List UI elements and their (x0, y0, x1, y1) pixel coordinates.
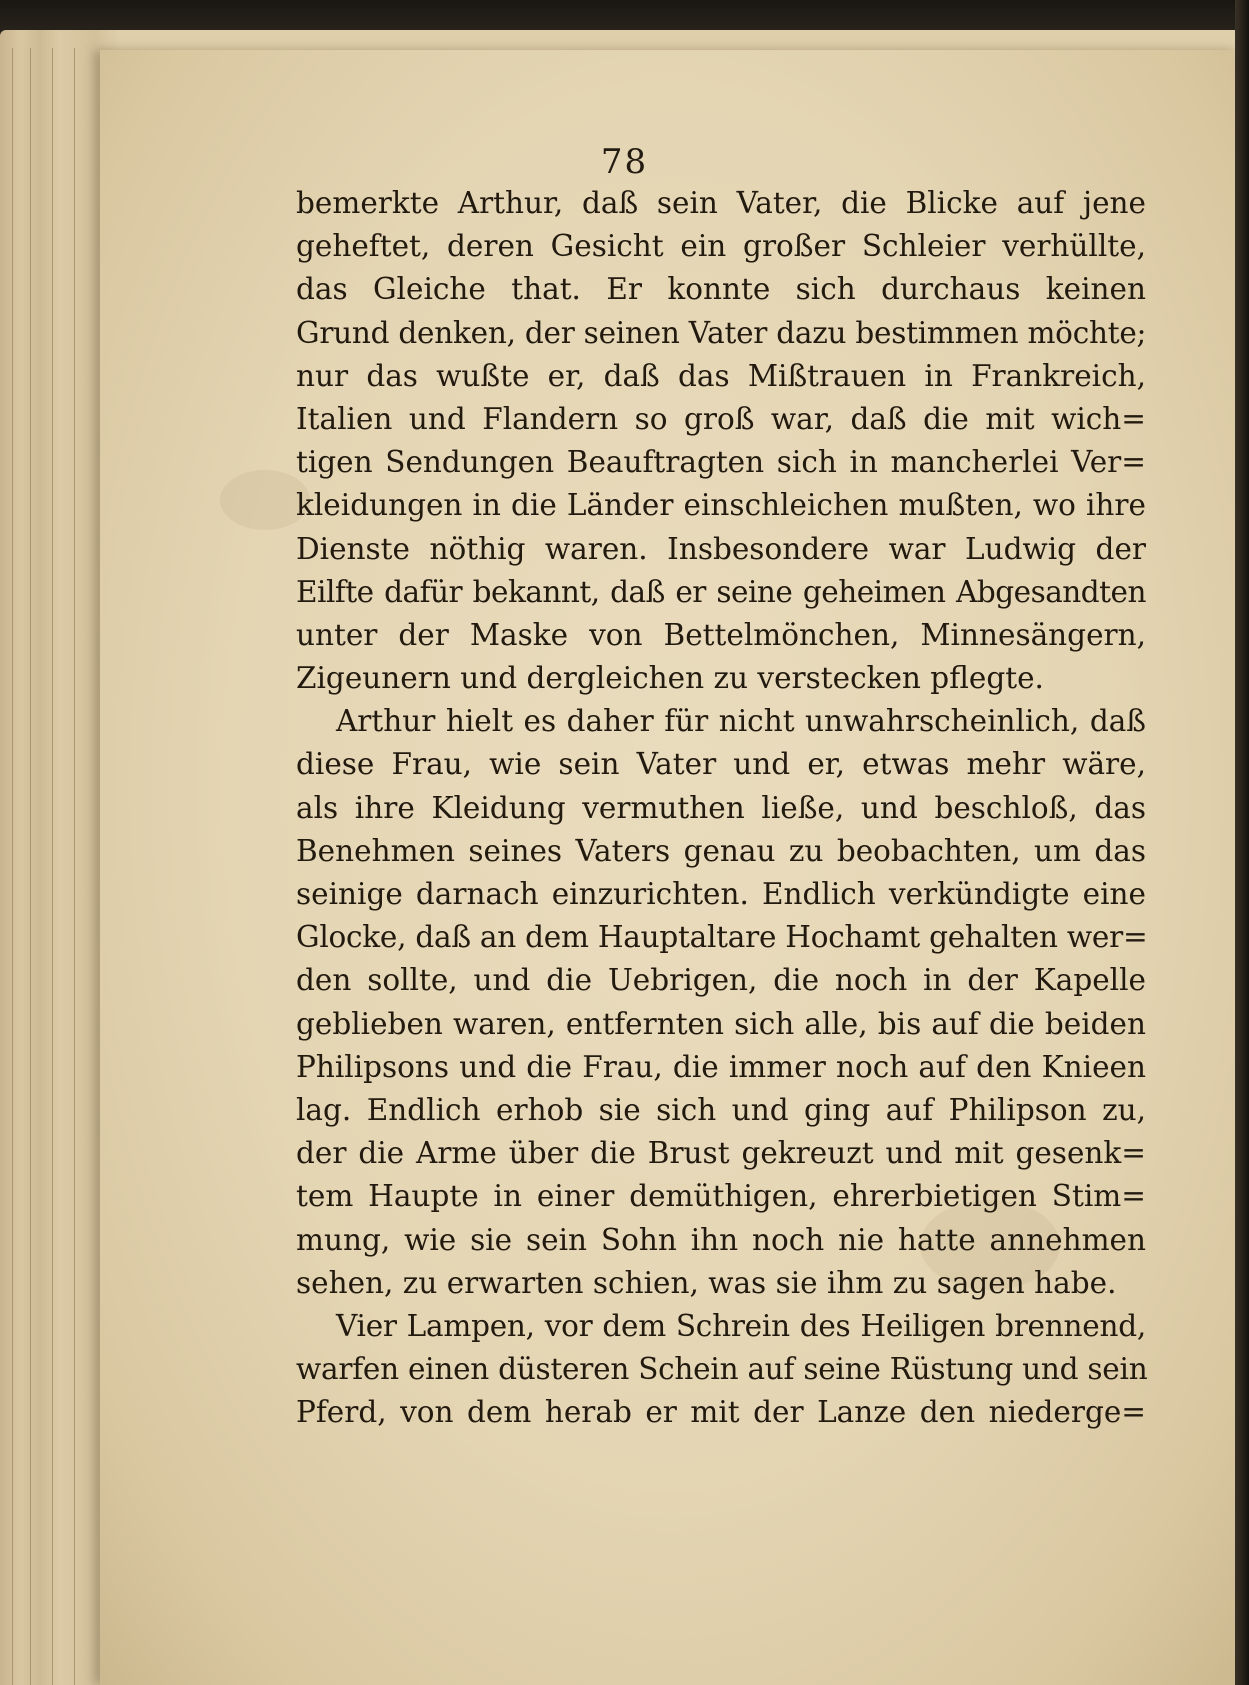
text-line: der die Arme über die Brust gekreuzt und mit gesenk= (296, 1136, 1146, 1171)
text-line: lag. Endlich erhob sie sich und ging auf Philipson zu, (296, 1092, 1146, 1127)
text-line: Pferd, von dem herab er mit der Lanze den niederge= (296, 1395, 1146, 1430)
text-line: Arthur hielt es daher für nicht unwahrscheinlich, daß (336, 704, 1146, 739)
book-spine-shadow (1235, 0, 1249, 1685)
leaf-edge-line (74, 48, 75, 1685)
text-line: sehen, zu erwarten schien, was sie ihm zu sagen habe. (296, 1265, 1117, 1300)
text-line: Zigeunern und dergleichen zu verstecken pflegte. (296, 661, 1044, 696)
text-line: Eilfte dafür bekannt, daß er seine geheimen Abgesandten (296, 574, 1146, 609)
text-line: Dienste nöthig waren. Insbesondere war Ludwig der (296, 531, 1146, 566)
text-line: geheftet, deren Gesicht ein großer Schleier verhüllte, (296, 229, 1146, 264)
text-line: bemerkte Arthur, daß sein Vater, die Blicke auf jene (296, 186, 1146, 220)
text-line: Philipsons und die Frau, die immer noch auf den Knieen (296, 1049, 1146, 1084)
text-line: das Gleiche that. Er konnte sich durchaus keinen (296, 272, 1146, 307)
text-line: seinige darnach einzurichten. Endlich verkündigte eine (296, 877, 1146, 911)
text-line: Grund denken, der seinen Vater dazu bestimmen möchte; (296, 315, 1147, 350)
text-line: als ihre Kleidung vermuthen ließe, und beschloß, das (296, 790, 1146, 825)
leaf-edge-line (30, 48, 31, 1685)
text-line: den sollte, und die Uebrigen, die noch in der Kapelle (296, 963, 1146, 998)
text-line: diese Frau, wie sein Vater und er, etwas mehr wäre, (296, 747, 1146, 782)
leaf-edge-line (52, 48, 53, 1685)
text-line: Glocke, daß an dem Hauptaltare Hochamt gehalten wer= (296, 920, 1148, 955)
text-line: tigen Sendungen Beauftragten sich in mancherlei Ver= (296, 445, 1146, 480)
leaf-edge-line (12, 48, 13, 1685)
text-line: geblieben waren, entfernten sich alle, bis auf die beiden (296, 1006, 1146, 1041)
body-text (296, 182, 1146, 1434)
text-line: Benehmen seines Vaters genau zu beobachten, um das (296, 833, 1146, 868)
text-line: nur das wußte er, daß das Mißtrauen in Frankreich, (296, 358, 1146, 393)
text-line: Vier Lampen, vor dem Schrein des Heiligen brennend, (336, 1308, 1146, 1343)
text-line: unter der Maske von Bettelmönchen, Minnesängern, (296, 617, 1146, 652)
text-line: warfen einen düsteren Schein auf seine Rüstung und sein (296, 1352, 1148, 1387)
text-line: Italien und Flandern so groß war, daß die mit wich= (296, 401, 1146, 436)
page-number: 78 (600, 142, 649, 182)
text-line: tem Haupte in einer demüthigen, ehrerbietigen Stim= (296, 1179, 1146, 1214)
text-line: kleidungen in die Länder einschleichen mußten, wo ihre (296, 488, 1146, 523)
text-line: mung, wie sie sein Sohn ihn noch nie hatte annehmen (296, 1222, 1146, 1257)
